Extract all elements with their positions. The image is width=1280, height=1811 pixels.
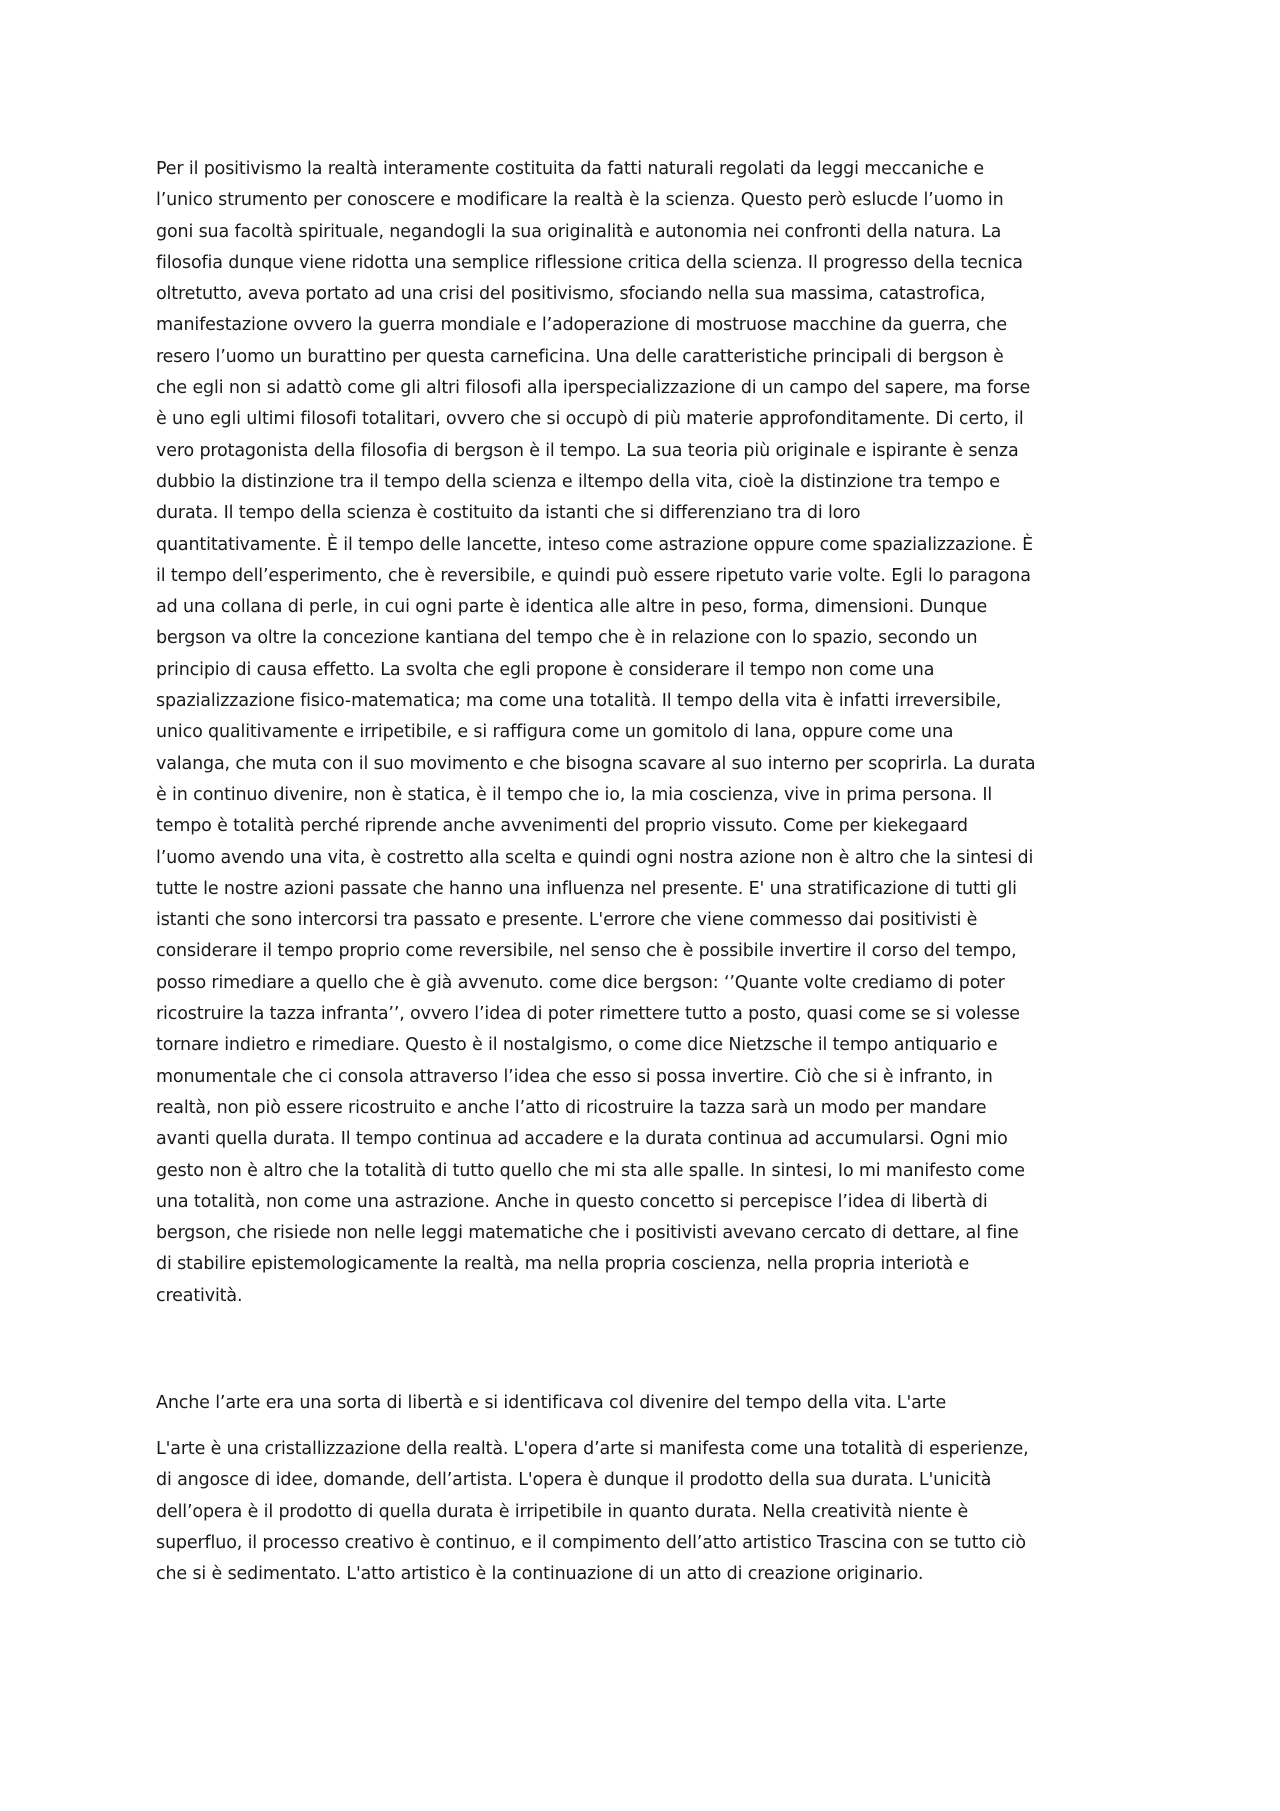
paragraph-positivism-bergson: Per il positivismo la realtà interamente costituita da fatti naturali regolati da leggi meccaniche e l’unico strumento per conoscere e modificare la realtà è la scienza. Questo però eslucde l’uomo in goni sua facoltà spirituale, negandogli la sua originalità e autonomia nei confronti della natura. La filosofia dunque viene ridotta una semplice riflessione critica della scienza. Il progresso della tecnica oltretutto, aveva portato ad una crisi del positivismo, sfociando nella sua massima, catastrofica, manifestazione ovvero la guerra mondiale e l’adoperazione di mostruose macchine da guerra, che resero l’uomo un burattino per questa carneficina. Una delle caratteristiche principali di bergson è che egli non si adattò come gli altri filosofi alla iperspecializzazione di un campo del sapere, ma forse è uno egli ultimi filosofi totalitari, ovvero che si occupò di più materie approfonditamente. Di certo, il vero protagonista della filosofia di bergson è il tempo. La sua teoria più originale e ispirante è senza dubbio la distinzione tra il tempo della scienza e iltempo della vita, cioè la distinzione tra tempo e durata. Il tempo della scienza è costituito da istanti che si differenziano tra di loro quantitativamente. È il tempo delle lancette, inteso come astrazione oppure come spazializzazione. È il tempo dell’esperimento, che è reversibile, e quindi può essere ripetuto varie volte. Egli lo paragona ad una collana di perle, in cui ogni parte è identica alle altre in peso, forma, dimensioni. Dunque bergson va oltre la concezione kantiana del tempo che è in relazione con lo spazio, secondo un principio di causa effetto. La svolta che egli propone è considerare il tempo non come una spazializzazione fisico-matematica; ma come una totalità. Il tempo della vita è infatti irreversibile, unico qualitivamente e irripetibile, e si raffigura come un gomitolo di lana, oppure come una valanga, che muta con il suo movimento e che bisogna scavare al suo interno per scoprirla. La durata è in continuo divenire, non è statica, è il tempo che io, la mia coscienza, vive in prima persona. Il tempo è totalità perché riprende anche avvenimenti del proprio vissuto. Come per kiekegaard l’uomo avendo una vita, è costretto alla scelta e quindi ogni nostra azione non è altro che la sintesi di tutte le nostre azioni passate che hanno una influenza nel presente. E' una stratificazione di tutti gli istanti che sono intercorsi tra passato e presente. L'errore che viene commesso dai positivisti è considerare il tempo proprio come reversibile, nel senso che è possibile invertire il corso del tempo, posso rimediare a quello che è già avvenuto. come dice bergson: ‘’Quante volte crediamo di poter ricostruire la tazza infranta’’, ovvero l’idea di poter rimettere tutto a posto, quasi come se si volesse tornare indietro e rimediare. Questo è il nostalgismo, o come dice Nietzsche il tempo antiquario e monumentale che ci consola attraverso l’idea che esso si possa invertire. Ciò che si è infranto, in realtà, non piò essere ricostruito e anche l’atto di ricostruire la tazza sarà un modo per mandare avanti quella durata. Il tempo continua ad accadere e la durata continua ad accumularsi. Ogni mio gesto non è altro che la totalità di tutto quello che mi sta alle spalle. In sintesi, Io mi manifesto come una totalità, non come una astrazione. Anche in questo concetto si percepisce l’idea di libertà di bergson, che risiede non nelle leggi matematiche che i positivisti avevano cercato di dettare, al fine di stabilire epistemologicamente la realtà, ma nella propria coscienza, nella propria interiotà e creatività. xyxy=(156,159,1036,1306)
paragraph-art-crystallization: L'arte è una cristallizzazione della realtà. L'opera d’arte si manifesta come una totalità di esperienze, di angosce di idee, domande, dell’artista. L'opera è dunque il prodotto della sua durata. L'unicità dell’opera è il prodotto di quella durata è irripetibile in quanto durata. Nella creatività niente è superfluo, il processo creativo è continuo, e il compimento dell’atto artistico Trascina con se tutto ciò che si è sedimentato. L'atto artistico è la continuazione di un atto di creazione originario. xyxy=(156,1439,1029,1585)
document-page xyxy=(156,154,1136,1585)
paragraph-art-intro: Anche l’arte era una sorta di libertà e si identificava col divenire del tempo della vita. L'arte xyxy=(156,1393,947,1413)
